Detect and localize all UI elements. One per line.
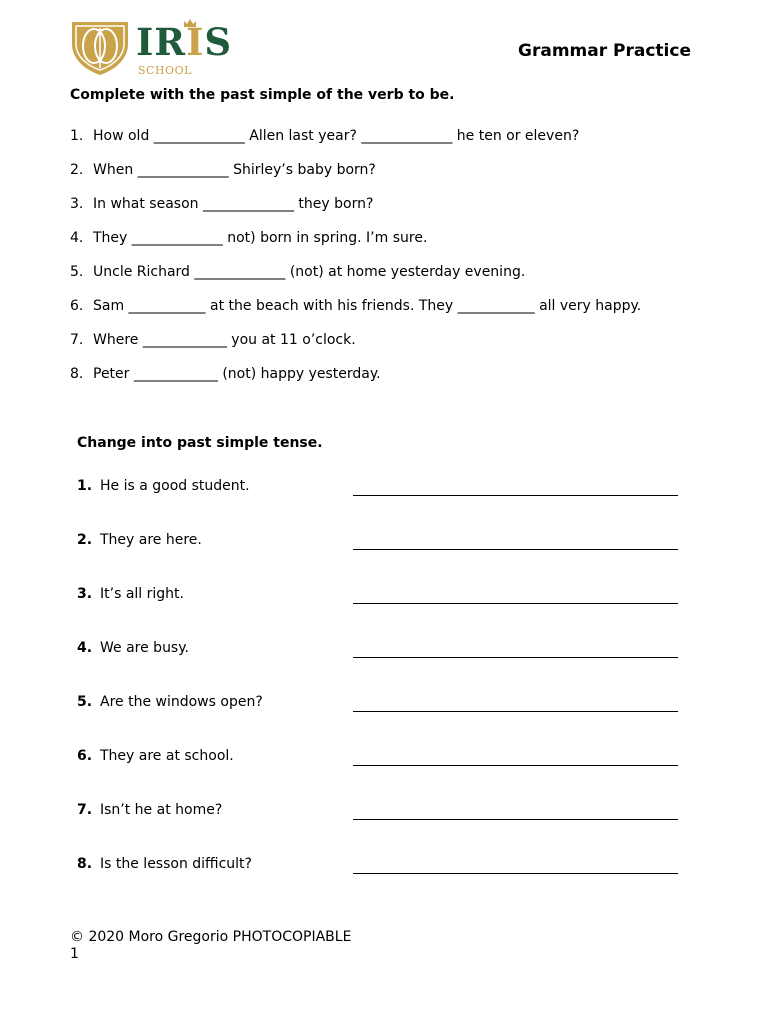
item-text: We are busy.	[100, 640, 189, 656]
item-number: 8.	[77, 856, 93, 872]
fill-in-list	[70, 119, 690, 391]
list-item	[70, 153, 690, 187]
item-number: 2.	[77, 532, 93, 548]
list-item	[77, 466, 687, 520]
list-item	[77, 574, 687, 628]
item-number: 6.	[70, 298, 84, 314]
list-item	[70, 289, 690, 323]
item-text: Is the lesson difficult?	[100, 856, 252, 872]
item-text: When _____________ Shirley’s baby born?	[93, 162, 376, 178]
item-number: 5.	[77, 694, 93, 710]
shield-logo-icon	[70, 20, 130, 76]
item-text: Peter ____________ (not) happy yesterday.	[93, 366, 381, 382]
item-number: 2.	[70, 162, 84, 178]
item-text: They are at school.	[100, 748, 234, 764]
list-item	[70, 221, 690, 255]
page-number: 1	[70, 946, 79, 962]
list-item	[70, 119, 690, 153]
item-number: 3.	[70, 196, 84, 212]
answer-line[interactable]	[353, 873, 678, 874]
answer-line[interactable]	[353, 765, 678, 766]
item-number: 6.	[77, 748, 93, 764]
item-text: It’s all right.	[100, 586, 184, 602]
logo-word-part3: S	[204, 20, 233, 64]
item-text: They are here.	[100, 532, 202, 548]
copyright-notice: © 2020 Moro Gregorio PHOTOCOPIABLE	[70, 929, 352, 945]
logo-word-part1: IR	[136, 20, 187, 64]
school-logo	[70, 18, 233, 78]
item-number: 7.	[70, 332, 84, 348]
item-text: In what season _____________ they born?	[93, 196, 374, 212]
section2-heading: Change into past simple tense.	[77, 435, 323, 451]
item-text: Uncle Richard _____________ (not) at home yesterday evening.	[93, 264, 526, 280]
logo-wordmark	[136, 22, 232, 62]
item-text: Sam ___________ at the beach with his friends. They ___________ all very happy.	[93, 298, 642, 314]
answer-line[interactable]	[353, 603, 678, 604]
item-number: 4.	[77, 640, 93, 656]
item-text: Where ____________ you at 11 o’clock.	[93, 332, 356, 348]
page-title: Grammar Practice	[518, 41, 691, 61]
item-text: Are the windows open?	[100, 694, 263, 710]
answer-line[interactable]	[353, 549, 678, 550]
list-item	[70, 187, 690, 221]
page-footer	[70, 929, 351, 963]
item-number: 4.	[70, 230, 84, 246]
list-item	[70, 323, 690, 357]
item-text: Isn’t he at home?	[100, 802, 223, 818]
item-text: They _____________ not) born in spring. I’m sure.	[93, 230, 428, 246]
section1-heading: Complete with the past simple of the verb to be.	[70, 87, 455, 103]
list-item	[77, 682, 687, 736]
item-number: 7.	[77, 802, 93, 818]
item-text: How old _____________ Allen last year? _____________ he ten or eleven?	[93, 128, 580, 144]
list-item	[77, 790, 687, 844]
logo-word-part2: I	[186, 20, 205, 64]
answer-line[interactable]	[353, 657, 678, 658]
item-number: 1.	[70, 128, 84, 144]
item-number: 3.	[77, 586, 93, 602]
list-item	[77, 844, 687, 898]
logo-subtitle: SCHOOL	[138, 64, 192, 77]
item-number: 5.	[70, 264, 84, 280]
list-item	[77, 736, 687, 790]
list-item	[70, 255, 690, 289]
item-number: 8.	[70, 366, 84, 382]
answer-line[interactable]	[353, 819, 678, 820]
item-number: 1.	[77, 478, 93, 494]
list-item	[70, 357, 690, 391]
transform-list	[77, 466, 687, 898]
answer-line[interactable]	[353, 495, 678, 496]
item-text: He is a good student.	[100, 478, 250, 494]
list-item	[77, 520, 687, 574]
answer-line[interactable]	[353, 711, 678, 712]
list-item	[77, 628, 687, 682]
